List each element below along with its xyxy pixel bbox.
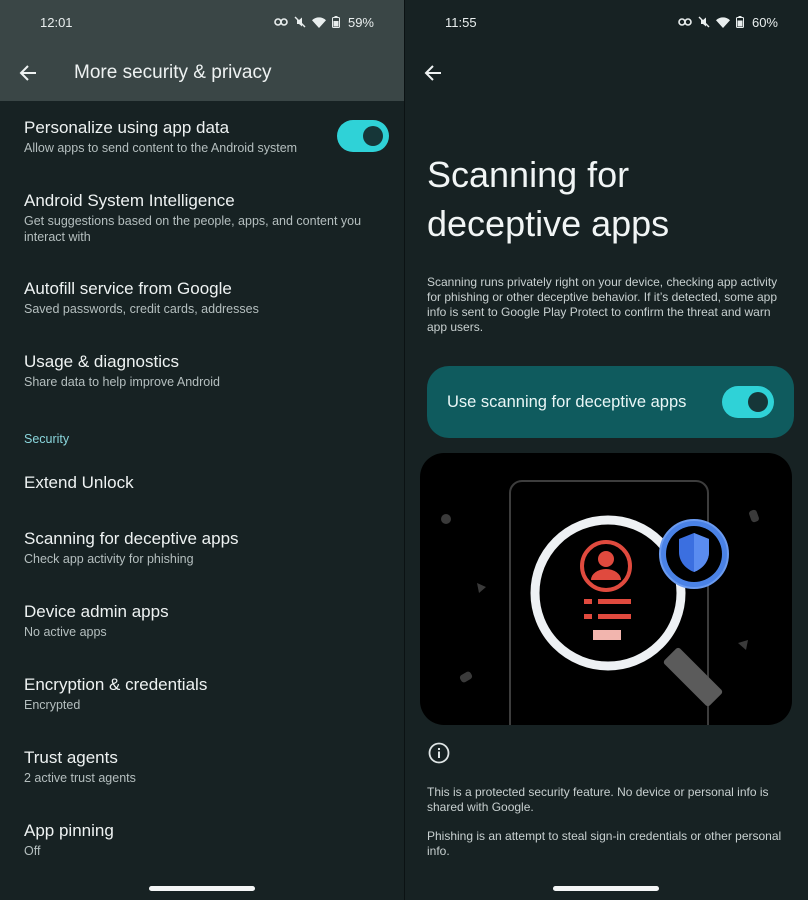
personalize-toggle[interactable] <box>337 120 389 152</box>
setting-subtitle: No active apps <box>24 625 107 639</box>
setting-autofill-service[interactable] <box>24 278 388 317</box>
title-line-2: deceptive apps <box>427 203 670 244</box>
status-bar <box>405 0 808 44</box>
arrow-back-icon <box>19 64 37 82</box>
setting-scanning-deceptive-apps[interactable] <box>24 528 388 567</box>
setting-title: Personalize using app data <box>24 118 230 137</box>
app-bar <box>0 44 404 101</box>
phishing-definition-note: Phishing is an attempt to steal sign-in credentials or other personal info. <box>427 829 782 858</box>
status-icons <box>678 15 778 30</box>
battery-percent: 60% <box>751 14 778 30</box>
battery-icon <box>332 16 340 28</box>
setting-trust-agents[interactable] <box>24 747 388 786</box>
setting-android-system-intelligence[interactable] <box>24 190 388 245</box>
setting-title: Scanning for deceptive apps <box>24 529 239 548</box>
gesture-nav-handle[interactable] <box>553 886 659 891</box>
battery-percent: 59% <box>347 14 374 30</box>
page-title <box>427 150 669 248</box>
info-icon <box>428 742 450 769</box>
setting-title: Autofill service from Google <box>24 279 232 298</box>
toggle-knob <box>363 126 383 146</box>
status-time: 12:01 <box>40 14 73 30</box>
right-screen <box>405 0 808 900</box>
back-button[interactable] <box>0 45 56 101</box>
back-button[interactable] <box>405 45 461 101</box>
setting-subtitle: Get suggestions based on the people, apps, and content you interact with <box>24 214 362 244</box>
deceptive-apps-illustration <box>420 453 792 725</box>
scanning-toggle-label: Use scanning for deceptive apps <box>447 392 687 411</box>
status-time: 11:55 <box>445 14 477 30</box>
link-icon <box>274 17 288 27</box>
setting-subtitle: Share data to help improve Android <box>24 375 220 389</box>
setting-title: Encryption & credentials <box>24 675 208 694</box>
toggle-knob <box>748 392 768 412</box>
setting-title: Android System Intelligence <box>24 191 235 210</box>
app-bar <box>405 44 808 101</box>
protected-feature-note: This is a protected security feature. No device or personal info is shared with Google. <box>427 785 769 814</box>
battery-icon <box>736 16 744 28</box>
gesture-nav-handle[interactable] <box>149 886 255 891</box>
magnifier-illustration <box>420 453 792 725</box>
wifi-icon <box>312 17 326 28</box>
setting-app-pinning[interactable] <box>24 820 388 859</box>
page-title: More security & privacy <box>74 61 272 83</box>
section-header-security: Security <box>24 432 70 446</box>
setting-subtitle: Check app activity for phishing <box>24 552 194 566</box>
setting-personalize-app-data[interactable] <box>24 117 388 156</box>
setting-encryption-credentials[interactable] <box>24 674 388 713</box>
description-text: Scanning runs privately right on your device, checking app activity for phishing or other deceptive behavior. If it’s detected, some app info is sent to Google Play Protect to confirm the threat and warn app users. <box>427 275 778 334</box>
arrow-back-icon <box>424 64 442 82</box>
setting-extend-unlock[interactable] <box>24 472 388 494</box>
status-icons <box>274 15 374 30</box>
scanning-toggle[interactable] <box>722 386 774 418</box>
title-line-1: Scanning for <box>427 154 630 195</box>
wifi-icon <box>716 17 730 28</box>
mute-icon <box>294 16 306 28</box>
setting-title: Extend Unlock <box>24 473 134 492</box>
link-icon <box>678 17 692 27</box>
status-bar <box>0 0 404 44</box>
setting-subtitle: 2 active trust agents <box>24 771 136 785</box>
scanning-toggle-card[interactable] <box>427 366 794 438</box>
setting-device-admin-apps[interactable] <box>24 601 388 640</box>
setting-usage-diagnostics[interactable] <box>24 351 388 390</box>
setting-subtitle: Encrypted <box>24 698 81 712</box>
setting-title: App pinning <box>24 821 114 840</box>
setting-subtitle: Allow apps to send content to the Android system <box>24 141 298 155</box>
mute-icon <box>698 16 710 28</box>
setting-title: Usage & diagnostics <box>24 352 179 371</box>
setting-title: Device admin apps <box>24 602 169 621</box>
setting-subtitle: Saved passwords, credit cards, addresses <box>24 302 259 316</box>
setting-title: Trust agents <box>24 748 118 767</box>
setting-subtitle: Off <box>24 844 41 858</box>
